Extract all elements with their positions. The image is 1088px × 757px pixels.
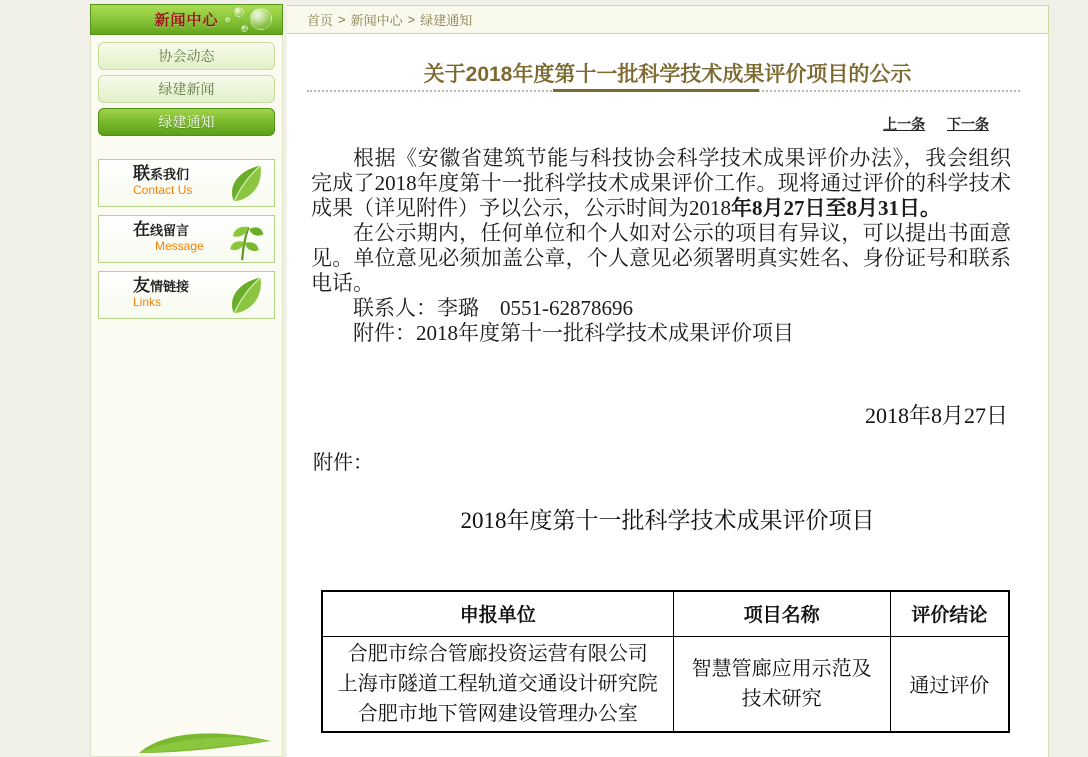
applicant-1: 合肥市综合管廊投资运营有限公司 <box>347 642 648 665</box>
results-table <box>321 590 1010 733</box>
cell-applicants <box>322 636 673 732</box>
paragraph-1-bold-dates: 年8月27日至8月31日。 <box>731 196 941 220</box>
article-content <box>287 34 1049 757</box>
sidebar-item-association-news[interactable] <box>98 42 275 70</box>
attachment-line: 附件：2018年度第十一批科学技术成果评价项目 <box>353 321 794 345</box>
breadcrumb-news-center[interactable]: 新闻中心 <box>350 13 403 28</box>
breadcrumb-home[interactable]: 首页 <box>307 13 334 28</box>
links-box[interactable] <box>98 271 275 319</box>
sidebar <box>90 5 283 757</box>
project-line-2: 技术研究 <box>741 687 822 710</box>
header-project: 项目名称 <box>673 591 890 636</box>
article-body <box>311 146 1011 346</box>
project-line-1: 智慧管廊应用示范及 <box>691 657 872 680</box>
prev-button[interactable]: 上一条 <box>883 116 926 132</box>
cell-project <box>673 636 890 732</box>
bubble-decoration <box>234 7 244 17</box>
paragraph-2: 在公示期内，任何单位和个人如对公示的项目有异议，可以提出书面意见。单位意见必须加盖公章，个人意见必须署明真实姓名、身份证号和联系电话。 <box>311 221 1011 295</box>
page-title: 关于2018年度第十一批科学技术成果评价项目的公示 <box>423 63 912 86</box>
table-header-row <box>322 591 1009 636</box>
sidebar-contact-list <box>91 141 282 319</box>
message-box[interactable] <box>98 215 275 263</box>
links-subtitle: Links <box>133 295 162 309</box>
contact-us-title: 联系我们 <box>133 164 190 183</box>
paragraph-1 <box>311 146 1011 221</box>
contact-us-subtitle: Contact Us <box>133 183 193 197</box>
breadcrumb-separator: > <box>338 12 346 27</box>
cell-result: 通过评价 <box>890 636 1009 732</box>
breadcrumb-green-notice[interactable]: 绿建通知 <box>420 13 473 28</box>
sidebar-item-green-news[interactable] <box>98 75 275 103</box>
header-applicant: 申报单位 <box>322 591 673 636</box>
contact-us-box[interactable] <box>98 159 275 207</box>
title-underline <box>553 89 759 92</box>
sidebar-header <box>90 4 283 35</box>
sidebar-menu <box>91 35 282 136</box>
breadcrumb <box>287 5 1049 34</box>
applicant-2: 上海市隧道工程轨道交通设计研究院 <box>337 672 658 695</box>
sidebar-item-label: 协会动态 <box>158 48 215 64</box>
plant-icon <box>222 218 266 263</box>
sidebar-title: 新闻中心 <box>154 12 219 29</box>
message-title: 在线留言 <box>133 220 190 239</box>
links-title: 友情链接 <box>133 276 190 295</box>
sidebar-item-label: 绿建新闻 <box>158 81 215 97</box>
breadcrumb-separator: > <box>407 12 416 27</box>
next-button[interactable]: 下一条 <box>947 116 989 132</box>
prev-next-nav <box>865 114 989 134</box>
table-row <box>322 636 1009 732</box>
message-subtitle: Message <box>155 239 204 253</box>
header-result: 评价结论 <box>890 591 1009 636</box>
bubble-decoration <box>241 25 248 32</box>
leaf-icon <box>222 162 266 207</box>
applicant-3: 合肥市地下管网建设管理办公室 <box>357 702 638 725</box>
attachment-label: 附件： <box>313 452 373 474</box>
sidebar-item-label: 绿建通知 <box>158 114 215 130</box>
contact-person-line: 联系人：李璐 0551-62878696 <box>353 296 633 320</box>
leaf-icon <box>222 274 266 319</box>
publish-date: 2018年8月27日 <box>864 403 1008 428</box>
bubble-decoration <box>225 17 230 22</box>
main-area <box>287 5 1049 757</box>
attachment-title: 2018年度第十一批科学技术成果评价项目 <box>460 508 875 533</box>
sidebar-item-green-notice[interactable] <box>98 108 275 136</box>
bubble-decoration <box>250 8 272 30</box>
paragraph-1-text: 根据《安徽省建筑节能与科技协会科学技术成果评价办法》，我会组织完成了2018年度第十一批科学技术成果评价工作。现将通过评价的科学技术成果（详见附件）予以公示，公示时间为2018 <box>311 146 1011 220</box>
leaf-decoration <box>131 731 281 757</box>
